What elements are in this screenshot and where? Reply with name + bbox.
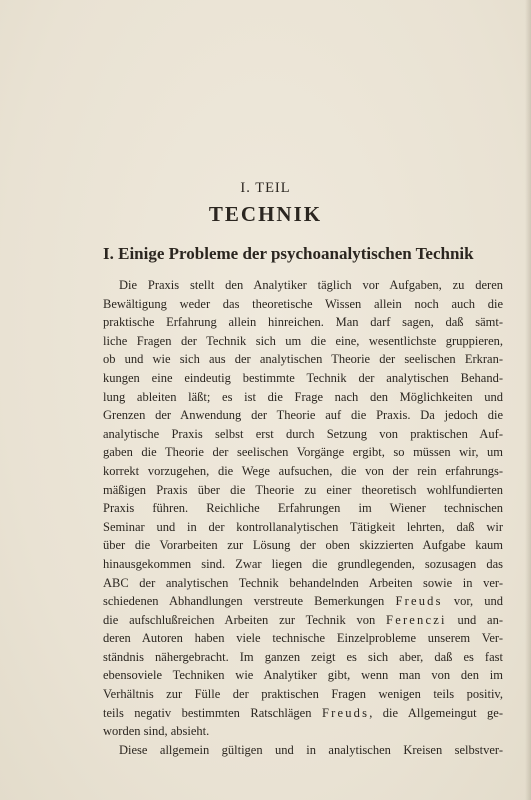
text-line-composite: [103, 592, 503, 611]
page-edge-shadow: [525, 0, 531, 800]
text-line: mäßigen Praxis über die Theorie zu einer theoretisch wohlfundierten: [103, 482, 503, 497]
part-title: TECHNIK: [208, 202, 323, 226]
text-segment: , die Allgemeingut ge-: [369, 705, 504, 720]
text-line: ABC der analytischen Technik behandelnden Arbeiten sowie in ver-: [103, 575, 503, 590]
text-segment: vor, und: [453, 594, 504, 609]
text-line: Praxis führen. Reichliche Erfahrungen im Wiener technischen: [103, 501, 503, 516]
part-label: I. TEIL: [240, 180, 291, 196]
body-text: [103, 276, 503, 759]
text-line: ständnis nähergebracht. Im ganzen zeigt es sich aber, daß es fast: [103, 649, 503, 664]
text-line: ob und wie sich aus der analytischen Theorie der seelischen Erkran-: [103, 352, 503, 367]
author-name-spaced: Freuds: [395, 594, 443, 609]
text-line-composite: [103, 704, 503, 723]
text-line: praktische Erfahrung allein hinreichen. Man darf sagen, daß sämt-: [103, 315, 503, 330]
text-line: analytische Praxis selbst erst durch Setzung von praktischen Auf-: [103, 426, 503, 441]
text-segment: die aufschlußreichen Arbeiten zur Technik von: [103, 612, 376, 627]
text-line: lung ableiten läßt; es ist die Frage nach den Möglichkeiten und: [103, 389, 503, 404]
text-segment: schiedenen Abhandlungen verstreute Bemerkungen: [103, 594, 385, 609]
text-line: korrekt vorzugehen, die Wege aufsuchen, die von der rein erfahrungs-: [103, 463, 503, 478]
text-line: liche Fragen der Technik sich um die eine, wesentlichste gruppieren,: [103, 333, 503, 348]
text-line: kungen eine eindeutig bestimmte Technik der analytischen Behand-: [103, 370, 503, 385]
text-line: hinausgekommen sind. Zwar liegen die grundlegenden, sozusagen das: [103, 556, 503, 571]
text-line: über die Vorarbeiten zur Lösung der oben skizzierten Aufgabe kaum: [103, 538, 503, 553]
text-line: deren Autoren haben viele technische Einzelprobleme unserem Ver-: [103, 631, 503, 646]
text-line: Die Praxis stellt den Analytiker täglich vor Aufgaben, zu deren: [119, 278, 503, 292]
text-line-composite: [103, 611, 503, 630]
text-line: Bewältigung weder das theoretische Wissen allein noch auch die: [103, 296, 503, 311]
text-line: Verhältnis zur Fülle der praktischen Fragen wenigen teils positiv,: [103, 687, 503, 702]
chapter-heading: I. Einige Probleme der psychoanalytischen Technik: [103, 244, 474, 263]
text-line: Grenzen der Anwendung der Theorie auf die Praxis. Da jedoch die: [103, 408, 503, 423]
text-line: Diese allgemein gültigen und in analytischen Kreisen selbstver-: [119, 742, 503, 757]
author-name-spaced: Ferenczi: [386, 612, 447, 627]
text-segment: und an-: [457, 612, 503, 627]
text-line: worden sind, absieht.: [103, 724, 210, 739]
text-segment: teils negativ bestimmten Ratschlägen: [103, 705, 312, 720]
text-line: gaben die Theorie der seelischen Vorgänge ergibt, so müssen wir, um: [103, 445, 503, 460]
text-line: ebensoviele Techniken wie Analytiker gibt, wenn man von den im: [103, 668, 503, 683]
author-name-spaced: Freuds: [321, 705, 370, 720]
text-line: Seminar und in der kontrollanalytischen Tätigkeit lehrten, daß wir: [103, 519, 503, 534]
